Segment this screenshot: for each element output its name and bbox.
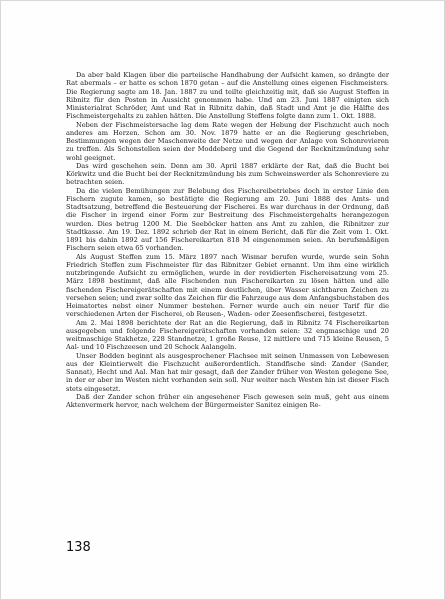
paragraph: Neben der Fischmeistersache lag dem Rate wegen der Hebung der Fischzucht auch noch anderes am Herzen. Schon am 30. Nov. 1879 hatte er an die Regierung geschrieben, Bestimmungen wegen der Maschenweite der Netze und wegen der Anlage von Schonrevieren zu treffen. Als Schonstellen seien der Moddeberg und die Gegend der Recknitzmündung sehr wohl geeignet. — [66, 120, 389, 162]
paragraph: Da aber bald Klagen über die parteiische Handhabung der Aufsicht kamen, so drängte der Rat abermals – er hatte es schon 1870 getan – auf die Anstellung eines eigenen Fischmeisters. Die Regierung sagte am 18. Jan. 1887 zu und teilte gleichzeitig mit, daß sie August Steffen in Ribnitz für den Posten in Aussicht genommen habe. Und am 23. Juni 1887 einigten sich Ministerialrat Schröder, Amt und Rat in Ribnitz dahin, daß Stadt und Amt je die Hälfte des Fischmeistergehalts zu zahlen hätten. Die Anstellung Steffens folgte dann zum 1. Okt. 1888. — [66, 71, 389, 121]
paragraph: Als August Steffen zum 15. März 1897 nach Wismar berufen wurde, wurde sein Sohn Friedrich Steffen zum Fischmeister für das Ribnitzer Gebiet ernannt. Um ihm eine wirklich nutzbringende Aufsicht zu ermöglichen, wurde in der revidierten Fischereisatzung vom 25. März 1898 bestimmt, daß alle Fischenden nun Fischereikarten zu lösen hätten und alle fischenden Fischereigerätschaften mit einem deutlichen, über Wasser sichtbaren Zeichen zu versehen seien; und zwar sollte das Zeichen für die Fahrzeuge aus dem Anfangsbuchstaben des Heimatortes nebst einer Nummer bestehen. Ferner wurde auch ein neuer Tarif für die verschiedenen Arten der Fischerei, ob Reusen-, Waden- oder Zeesenfischerei, festgesetzt. — [66, 252, 389, 319]
paragraph: Daß der Zander schon früher ein angesehener Fisch gewesen sein muß, geht aus einem Aktenvermerk hervor, nach welchem der Bürgermeister Sanitez einigen Re- — [66, 392, 389, 409]
page-number: 138 — [66, 540, 91, 555]
body-text — [66, 71, 389, 409]
paragraph: Da die vielen Bemühungen zur Belebung des Fischereibetriebes doch in erster Linie den Fischern zugute kamen, so bestätigte die Regierung am 20. Juni 1888 des Amts- und Stadtsatzung, betreffend die Besteuerung der Fischerei. Es war durchaus in der Ordnung, daß die Fischer in irgend einer Form zur Bestreitung des Fischmeistergehalts herangezogen wurden. Dies betrug 1200 M. Die Seeböcker hatten ans Amt zu zahlen, die Ribnitzer zur Stadtkasse. Am 19. Dez. 1892 schrieb der Rat in einem Bericht, daß für die Zeit vom 1. Okt. 1891 bis dahin 1892 auf 156 Fischereikarten 818 M eingenommen seien. An berufsmäßigen Fischern seien etwa 65 vorhanden. — [66, 186, 389, 253]
paragraph: Am 2. Mai 1898 berichtete der Rat an die Regierung, daß in Ribnitz 74 Fischereikarten ausgegeben und folgende Fischereigerätschaften vorhanden seien: 32 engmaschige und 20 weitmaschige Stakhetze, 228 Standnetze, 1 große Reuse, 12 mittlere und 715 kleine Reusen, 5 Aal- und 10 Fischzeesen und 20 Schock Aalangeln. — [66, 318, 389, 352]
paragraph: Das wird geschehen sein. Denn am 30. April 1887 erklärte der Rat, daß die Bucht bei Körkwitz und die Bucht bei der Recknitzmündung bis zum Schweinswerder als Schonreviere zu betrachten seien. — [66, 161, 389, 187]
paragraph: Unser Bodden beginnt als ausgesprochener Flachsee mit seinen Unmassen von Lebewesen aus der Kleintierwelt die Fischzucht außerordentlich. Standfische sind: Zander (Sander, Sannat), Hecht und Aal. Man hat mir gesagt, daß der Zander früher von Westen gelegene See, in der er aber im Westen nicht vorhanden sein soll. Nur weiter nach Westen hin ist dieser Fisch stets eingesetzt. — [66, 351, 389, 393]
